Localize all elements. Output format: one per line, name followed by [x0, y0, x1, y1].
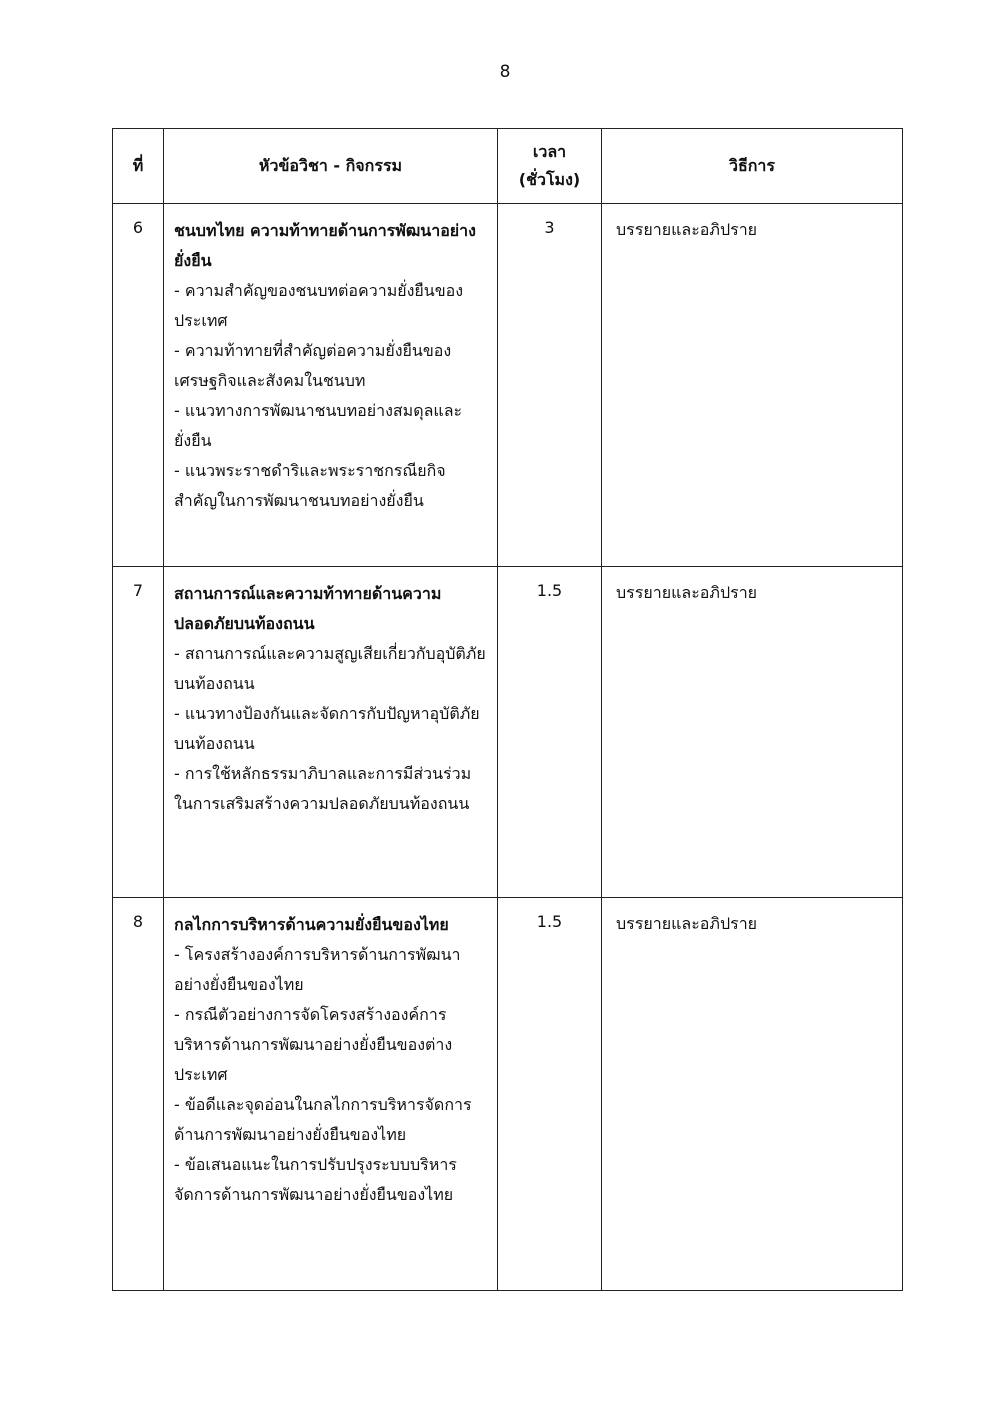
topic-item: - ข้อเสนอแนะในการปรับปรุงระบบบริหารจัดการด้านการพัฒนาอย่างยั่งยืนของไทย: [174, 1155, 457, 1204]
method-cell: บรรยายและอภิปราย: [602, 567, 903, 898]
topic-cell: [164, 567, 498, 898]
header-method: วิธีการ: [602, 129, 903, 204]
table-header-row: [113, 129, 903, 204]
table-row: [113, 567, 903, 898]
table-row: [113, 204, 903, 567]
topic-item: - แนวทางการพัฒนาชนบทอย่างสมดุลและยั่งยืน: [174, 401, 463, 450]
header-hours-line1: เวลา: [532, 142, 567, 161]
course-schedule-table: [112, 128, 903, 1291]
hours-cell: 3: [498, 204, 602, 567]
method-cell: บรรยายและอภิปราย: [602, 898, 903, 1291]
topic-item: - แนวพระราชดำริและพระราชกรณียกิจสำคัญในการพัฒนาชนบทอย่างยั่งยืน: [174, 461, 446, 510]
row-number: 6: [113, 204, 164, 567]
topic-item: - สถานการณ์และความสูญเสียเกี่ยวกับอุบัติภัยบนท้องถนน: [174, 644, 486, 693]
hours-cell: 1.5: [498, 567, 602, 898]
header-topic: หัวข้อวิชา - กิจกรรม: [164, 129, 498, 204]
topic-cell: [164, 898, 498, 1291]
topic-item: - ข้อดีและจุดอ่อนในกลไกการบริหารจัดการด้านการพัฒนาอย่างยั่งยืนของไทย: [174, 1095, 472, 1144]
method-cell: บรรยายและอภิปราย: [602, 204, 903, 567]
topic-item: - ความท้าทายที่สำคัญต่อความยั่งยืนของเศรษฐกิจและสังคมในชนบท: [174, 341, 452, 390]
table-row: [113, 898, 903, 1291]
topic-item: - ความสำคัญของชนบทต่อความยั่งยืนของประเทศ: [174, 281, 464, 330]
row-number: 8: [113, 898, 164, 1291]
header-hours-line2: (ชั่วโมง): [518, 170, 581, 189]
topic-title: กลไกการบริหารด้านความยั่งยืนของไทย: [174, 915, 449, 934]
topic-item: - การใช้หลักธรรมาภิบาลและการมีส่วนร่วมในการเสริมสร้างความปลอดภัยบนท้องถนน: [174, 764, 472, 813]
header-no: ที่: [113, 129, 164, 204]
topic-item: - กรณีตัวอย่างการจัดโครงสร้างองค์การบริหารด้านการพัฒนาอย่างยั่งยืนของต่างประเทศ: [174, 1005, 453, 1084]
header-hours: [498, 129, 602, 204]
topic-item: - แนวทางป้องกันและจัดการกับปัญหาอุบัติภัยบนท้องถนน: [174, 704, 480, 753]
topic-title: ชนบทไทย ความท้าทายด้านการพัฒนาอย่างยั่งยืน: [174, 221, 476, 270]
hours-cell: 1.5: [498, 898, 602, 1291]
topic-title: สถานการณ์และความท้าทายด้านความปลอดภัยบนท้องถนน: [174, 584, 442, 633]
topic-cell: [164, 204, 498, 567]
row-number: 7: [113, 567, 164, 898]
page-number: 8: [499, 62, 511, 82]
topic-item: - โครงสร้างองค์การบริหารด้านการพัฒนาอย่างยั่งยืนของไทย: [174, 945, 461, 994]
